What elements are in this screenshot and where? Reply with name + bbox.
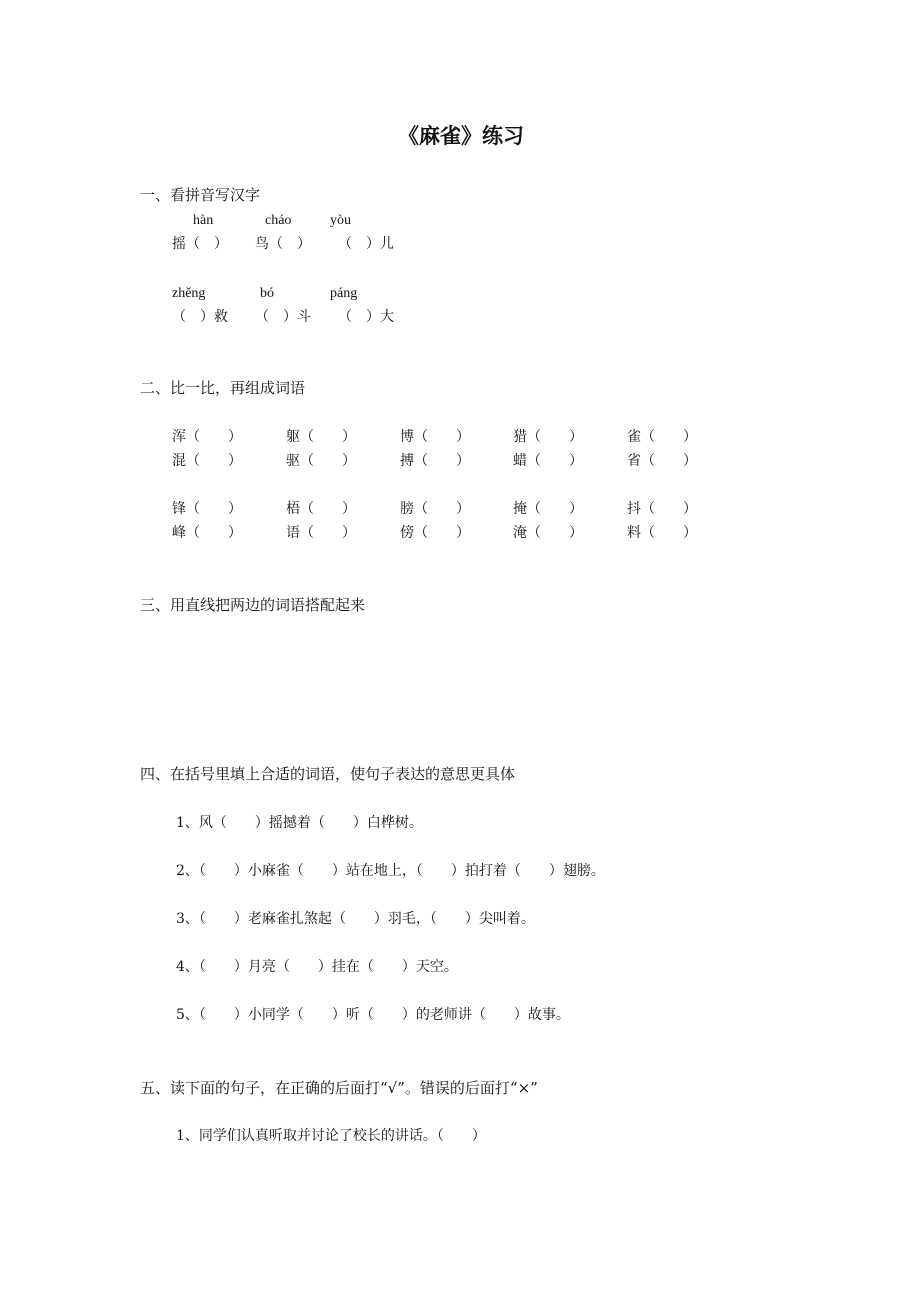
judgement-item[interactable]: 1、同学们认真听取并讨论了校长的讲话。（ ）: [176, 1128, 486, 1144]
fill-blank-item[interactable]: （ ）斗: [255, 309, 311, 325]
fill-blank-item[interactable]: 摇（ ）: [172, 236, 228, 252]
word-compare-item[interactable]: 搏（ ）: [400, 453, 470, 469]
word-compare-item[interactable]: 猎（ ）: [513, 429, 583, 445]
sentence-item[interactable]: 4、（ ）月亮（ ）挂在（ ）天空。: [176, 959, 458, 975]
word-compare-item[interactable]: 料（ ）: [627, 525, 697, 541]
word-compare-item[interactable]: 浑（ ）: [172, 429, 242, 445]
word-compare-item[interactable]: 躯（ ）: [286, 429, 356, 445]
word-compare-item[interactable]: 淹（ ）: [513, 525, 583, 541]
sentence-item[interactable]: 1、风（ ）摇撼着（ ）白桦树。: [176, 815, 423, 831]
word-compare-item[interactable]: 雀（ ）: [627, 429, 697, 445]
section2-heading: 二、比一比，再组成词语: [140, 379, 306, 397]
pinyin-label: bó: [260, 286, 274, 301]
word-compare-item[interactable]: 膀（ ）: [400, 501, 470, 517]
fill-blank-item[interactable]: （ ）救: [172, 309, 228, 325]
pinyin-label: páng: [330, 286, 358, 301]
word-compare-item[interactable]: 省（ ）: [627, 453, 697, 469]
word-compare-item[interactable]: 混（ ）: [172, 453, 242, 469]
word-compare-item[interactable]: 傍（ ）: [400, 525, 470, 541]
section4-heading: 四、在括号里填上合适的词语，使句子表达的意思更具体: [140, 765, 516, 783]
pinyin-label: zhěng: [172, 286, 206, 301]
pinyin-label: hàn: [193, 213, 214, 228]
fill-blank-item[interactable]: （ ）儿: [338, 236, 394, 252]
page-title: 《麻雀》练习: [398, 123, 524, 148]
word-compare-item[interactable]: 梧（ ）: [286, 501, 356, 517]
section3-heading: 三、用直线把两边的词语搭配起来: [140, 596, 366, 614]
word-compare-item[interactable]: 锋（ ）: [172, 501, 242, 517]
fill-blank-item[interactable]: 鸟（ ）: [255, 236, 311, 252]
pinyin-label: yòu: [330, 213, 351, 228]
sentence-item[interactable]: 5、（ ）小同学（ ）听（ ）的老师讲（ ）故事。: [176, 1007, 570, 1023]
word-compare-item[interactable]: 语（ ）: [286, 525, 356, 541]
word-compare-item[interactable]: 峰（ ）: [172, 525, 242, 541]
word-compare-item[interactable]: 蜡（ ）: [513, 453, 583, 469]
sentence-item[interactable]: 2、（ ）小麻雀（ ）站在地上，（ ）拍打着（ ）翅膀。: [176, 863, 605, 879]
fill-blank-item[interactable]: （ ）大: [338, 309, 394, 325]
pinyin-label: cháo: [265, 213, 292, 228]
sentence-item[interactable]: 3、（ ）老麻雀扎煞起（ ）羽毛，（ ）尖叫着。: [176, 911, 535, 927]
word-compare-item[interactable]: 抖（ ）: [627, 501, 697, 517]
word-compare-item[interactable]: 掩（ ）: [513, 501, 583, 517]
word-compare-item[interactable]: 驱（ ）: [286, 453, 356, 469]
section5-heading: 五、读下面的句子，在正确的后面打“√”。错误的后面打“×”: [140, 1079, 538, 1097]
section1-heading: 一、看拼音写汉字: [140, 186, 261, 204]
word-compare-item[interactable]: 博（ ）: [400, 429, 470, 445]
